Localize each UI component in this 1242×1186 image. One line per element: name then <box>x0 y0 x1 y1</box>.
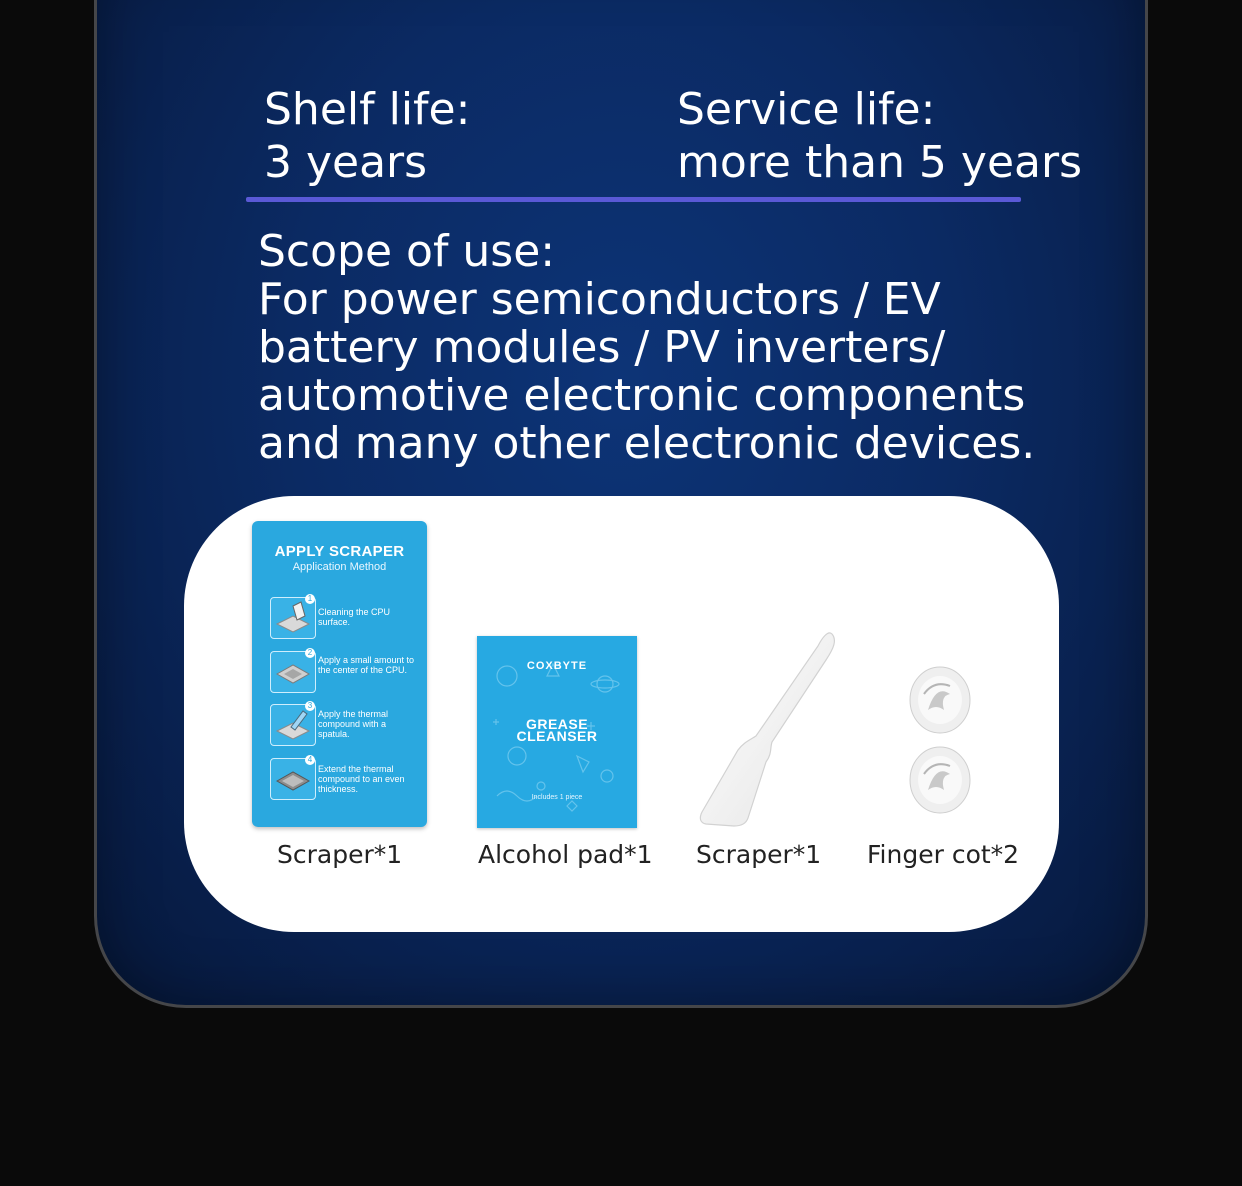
pad-name-line1: GREASE <box>525 716 589 732</box>
step-3-number: 3 <box>305 701 315 711</box>
step-3-text: Apply the thermal compound with a spatula. <box>318 709 389 739</box>
shelf-life-label: Shelf life: <box>264 84 471 135</box>
scraper-image <box>698 630 840 830</box>
step-4-number: 4 <box>305 755 315 765</box>
pad-footer: Includes 1 piece <box>531 794 583 801</box>
pad-brand: COXBYTE <box>526 660 588 672</box>
instruction-title: APPLY SCRAPER <box>274 543 405 560</box>
finger-cots-image <box>906 664 974 816</box>
item-caption-scraper: Scraper*1 <box>696 840 822 869</box>
service-life-value: more than 5 years <box>677 137 1083 188</box>
item-caption-finger-cot: Finger cot*2 <box>867 840 1020 869</box>
scope-text: For power semiconductors / EV battery modules / PV inverters/ automotive electronic components and many other electronic devices. <box>258 274 1036 469</box>
instruction-subtitle: Application Method <box>292 561 387 573</box>
step-2-number: 2 <box>305 648 315 658</box>
scraper-instruction-card <box>252 521 427 827</box>
section-divider <box>246 197 1021 202</box>
finger-cot-2 <box>910 747 970 813</box>
pad-name-line2: CLEANSER <box>516 728 598 744</box>
finger-cot-1 <box>910 667 970 733</box>
service-life-label: Service life: <box>677 84 936 135</box>
step-1-text: Cleaning the CPU surface. <box>318 607 391 627</box>
item-caption-scraper-card: Scraper*1 <box>277 840 403 869</box>
item-caption-alcohol-pad: Alcohol pad*1 <box>478 840 653 869</box>
step-4-text: Extend the thermal compound to an even thickness. <box>318 764 405 794</box>
scope-title: Scope of use: <box>258 226 556 277</box>
shelf-life-value: 3 years <box>264 137 428 188</box>
pad-product-name <box>477 718 637 742</box>
step-1-number: 1 <box>305 594 315 604</box>
step-2-text: Apply a small amount to the center of the CPU. <box>318 655 415 675</box>
alcohol-pad-image <box>477 636 637 828</box>
